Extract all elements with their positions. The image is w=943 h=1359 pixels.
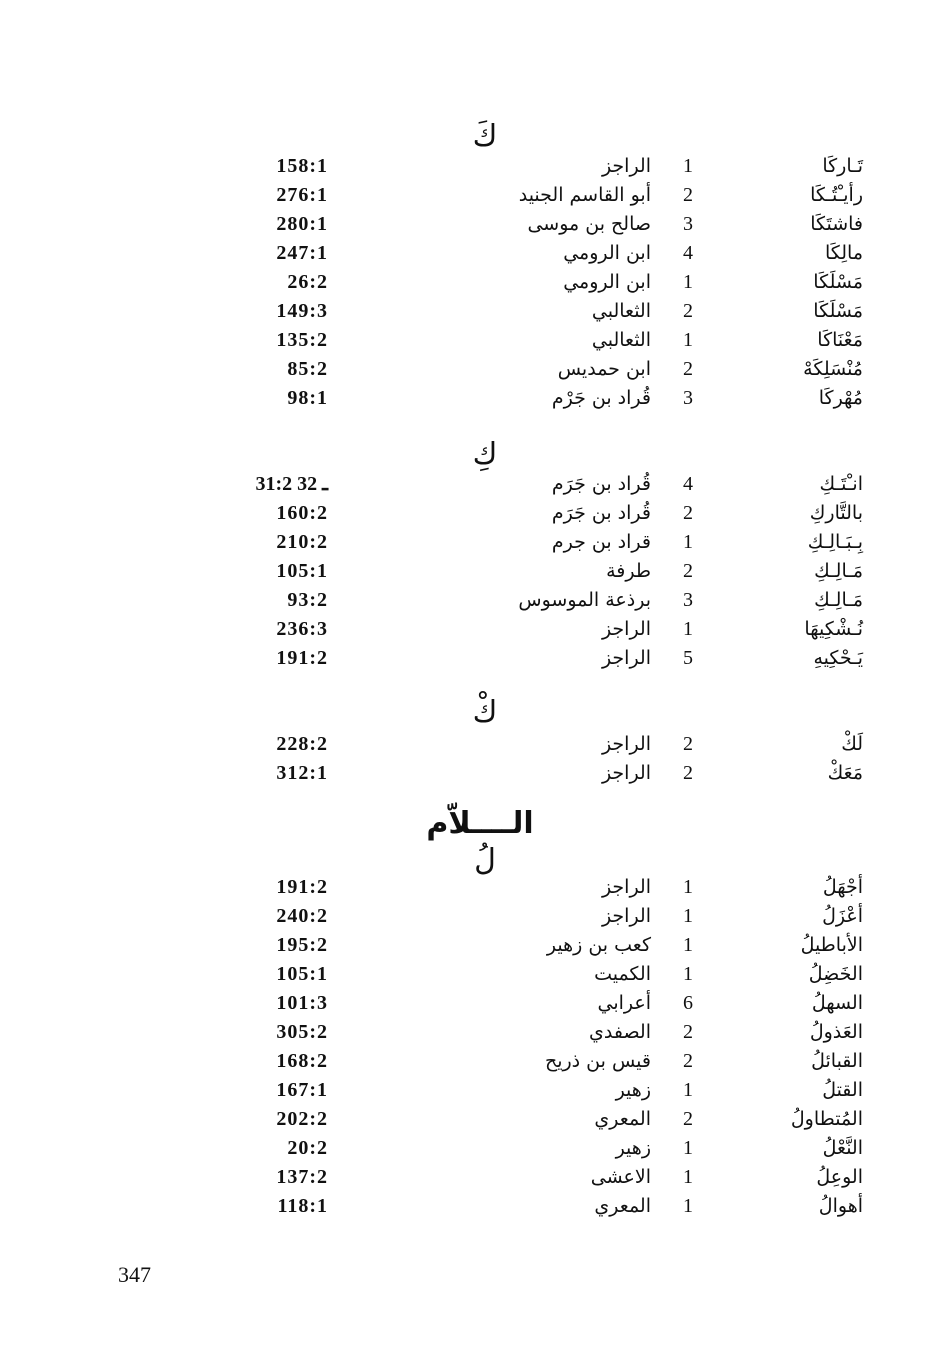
index-row (0, 557, 943, 586)
page-reference: 168:2 (276, 1050, 328, 1072)
page-reference: 160:2 (276, 502, 328, 524)
page-reference: 210:2 (276, 531, 328, 553)
rhyme-word: فاشتَكَا (810, 213, 863, 235)
index-row (0, 326, 943, 355)
verse-count: 2 (683, 733, 693, 755)
index-row (0, 297, 943, 326)
index-row (0, 1018, 943, 1047)
index-row (0, 528, 943, 557)
poet-name: المعري (594, 1108, 651, 1130)
verse-count: 1 (683, 1079, 693, 1101)
verse-count: 2 (683, 358, 693, 380)
page-reference: 228:2 (276, 733, 328, 755)
verse-count: 2 (683, 300, 693, 322)
index-row (0, 1192, 943, 1221)
section-heading: كْ (472, 695, 498, 730)
verse-count: 2 (683, 560, 693, 582)
index-row (0, 210, 943, 239)
rhyme-word: لَكْ (841, 733, 863, 755)
index-row (0, 152, 943, 181)
poet-name: الراجز (601, 618, 651, 640)
verse-count: 1 (683, 531, 693, 553)
poet-name: ابن حمديس (557, 358, 651, 380)
page-reference: 312:1 (276, 762, 328, 784)
page-reference: 158:1 (276, 155, 328, 177)
index-row (0, 730, 943, 759)
page-reference: 98:1 (287, 387, 328, 409)
poet-name: الراجز (601, 762, 651, 784)
index-row (0, 644, 943, 673)
poet-name: أعرابي (597, 992, 651, 1014)
rhyme-word: يَـحْكِيهِ (813, 647, 863, 669)
page-reference: 31:2 ـ 32 (255, 473, 328, 495)
poet-name: ابن الرومي (563, 242, 651, 264)
poet-name: الراجز (601, 733, 651, 755)
page-reference: 93:2 (287, 589, 328, 611)
page-reference: 85:2 (287, 358, 328, 380)
page-reference: 149:3 (276, 300, 328, 322)
index-row (0, 1047, 943, 1076)
rhyme-word: أجْهَلُ (822, 876, 863, 898)
poet-name: كعب بن زهير (546, 934, 651, 956)
index-row (0, 268, 943, 297)
index-row (0, 615, 943, 644)
verse-count: 6 (683, 992, 693, 1014)
page-reference: 137:2 (276, 1166, 328, 1188)
verse-count: 2 (683, 1021, 693, 1043)
index-row (0, 499, 943, 528)
rhyme-word: الوعِلُ (816, 1166, 863, 1188)
rhyme-word: المُتطاولُ (790, 1108, 863, 1130)
page-reference: 105:1 (276, 560, 328, 582)
verse-count: 1 (683, 1195, 693, 1217)
rhyme-word: مُهْركَا (818, 387, 863, 409)
section-heading: كَ (472, 119, 498, 154)
rhyme-word: رأيـْتُـكَا (810, 184, 863, 206)
page-reference: 105:1 (276, 963, 328, 985)
rhyme-word: مَـالِـكِ (814, 589, 863, 611)
rhyme-word: السهلُ (811, 992, 863, 1014)
rhyme-word: مَسْلَكَا (813, 271, 863, 293)
rhyme-word: مَعَكْ (827, 762, 863, 784)
page-reference: 191:2 (276, 876, 328, 898)
page-reference: 247:1 (276, 242, 328, 264)
verse-count: 1 (683, 1137, 693, 1159)
verse-count: 2 (683, 762, 693, 784)
page-reference: 202:2 (276, 1108, 328, 1130)
poet-name: أبو القاسم الجنيد (518, 184, 651, 206)
verse-count: 2 (683, 502, 693, 524)
index-row (0, 1163, 943, 1192)
page-reference: 135:2 (276, 329, 328, 351)
page-reference: 305:2 (276, 1021, 328, 1043)
verse-count: 1 (683, 963, 693, 985)
chapter-title: الــــلاّم (426, 806, 534, 841)
index-row (0, 902, 943, 931)
verse-count: 1 (683, 271, 693, 293)
rhyme-word: تَـاركَا (822, 155, 863, 177)
rhyme-word: العَذولُ (809, 1021, 863, 1043)
rhyme-word: النَّعْلُ (822, 1137, 863, 1159)
rhyme-word: مَعْنَاكَا (817, 329, 863, 351)
index-row (0, 586, 943, 615)
verse-count: 3 (683, 387, 693, 409)
poet-name: طرفة (606, 560, 651, 582)
page-reference: 195:2 (276, 934, 328, 956)
index-row (0, 181, 943, 210)
poet-name: قُراد بن جَرَم (551, 473, 651, 495)
rhyme-word: الخَضِلُ (808, 963, 863, 985)
poet-name: الاعشى (590, 1166, 651, 1188)
poet-name: قُراد بن جَرَم (551, 502, 651, 524)
page-reference: 280:1 (276, 213, 328, 235)
page-number: 347 (118, 1262, 151, 1287)
poet-name: قيس بن ذريح (544, 1050, 651, 1072)
poet-name: الراجز (601, 876, 651, 898)
rhyme-word: القبائلُ (811, 1050, 863, 1072)
rhyme-word: مالِكَا (824, 242, 863, 264)
verse-count: 2 (683, 184, 693, 206)
page-reference: 26:2 (287, 271, 328, 293)
poet-name: قراد بن جرم (551, 531, 651, 553)
verse-count: 1 (683, 876, 693, 898)
poet-name: الراجز (601, 647, 651, 669)
page-reference: 20:2 (287, 1137, 328, 1159)
poet-name: زهير (615, 1079, 651, 1101)
poet-name: الكميت (594, 963, 651, 985)
page-reference: 167:1 (276, 1079, 328, 1101)
index-row (0, 355, 943, 384)
index-row (0, 989, 943, 1018)
rhyme-word: مَـالِـكِ (814, 560, 863, 582)
section-heading: لُ (474, 843, 496, 878)
verse-count: 1 (683, 618, 693, 640)
poet-name: الراجز (601, 905, 651, 927)
section-heading: كِ (472, 437, 498, 472)
poet-name: قُراد بن جَرْم (551, 387, 651, 409)
verse-count: 3 (683, 213, 693, 235)
poet-name: صالح بن موسى (527, 213, 651, 235)
page-reference: 101:3 (276, 992, 328, 1014)
page-reference: 191:2 (276, 647, 328, 669)
poet-name: الصفدي (588, 1021, 651, 1043)
verse-count: 1 (683, 329, 693, 351)
index-row (0, 1105, 943, 1134)
verse-count: 3 (683, 589, 693, 611)
index-row (0, 931, 943, 960)
verse-count: 4 (683, 242, 693, 264)
rhyme-word: أعْزَلُ (822, 905, 863, 927)
verse-count: 1 (683, 1166, 693, 1188)
rhyme-word: مُنْسَلِكَهْ (803, 358, 863, 380)
poet-name: الثعالبي (591, 300, 651, 322)
verse-count: 2 (683, 1050, 693, 1072)
rhyme-word: انـْتَـكِ (819, 473, 863, 495)
index-row (0, 759, 943, 788)
index-row (0, 384, 943, 413)
rhyme-word: أهوالُ (818, 1195, 863, 1217)
verse-count: 1 (683, 934, 693, 956)
page-reference: 118:1 (277, 1195, 328, 1217)
verse-count: 1 (683, 905, 693, 927)
index-row (0, 960, 943, 989)
page-reference: 236:3 (276, 618, 328, 640)
poet-name: الثعالبي (591, 329, 651, 351)
verse-count: 5 (683, 647, 693, 669)
verse-count: 4 (683, 473, 693, 495)
index-row (0, 873, 943, 902)
rhyme-word: بالتَّاركِ (809, 502, 863, 524)
index-row (0, 1134, 943, 1163)
rhyme-word: الأباطيلُ (800, 934, 863, 956)
poet-name: الراجز (601, 155, 651, 177)
index-row (0, 470, 943, 499)
verse-count: 2 (683, 1108, 693, 1130)
page-reference: 276:1 (276, 184, 328, 206)
rhyme-word: بِـبَـالِـكِ (807, 531, 863, 553)
index-row (0, 1076, 943, 1105)
rhyme-word: القتلُ (822, 1079, 863, 1101)
index-row (0, 239, 943, 268)
poet-name: ابن الرومي (563, 271, 651, 293)
poet-name: برذعة الموسوس (518, 589, 651, 611)
rhyme-word: نُـشْكِيهَا (804, 618, 863, 640)
page-reference: 240:2 (276, 905, 328, 927)
poet-name: زهير (615, 1137, 651, 1159)
verse-count: 1 (683, 155, 693, 177)
poet-name: المعري (594, 1195, 651, 1217)
rhyme-word: مَسْلَكَا (813, 300, 863, 322)
